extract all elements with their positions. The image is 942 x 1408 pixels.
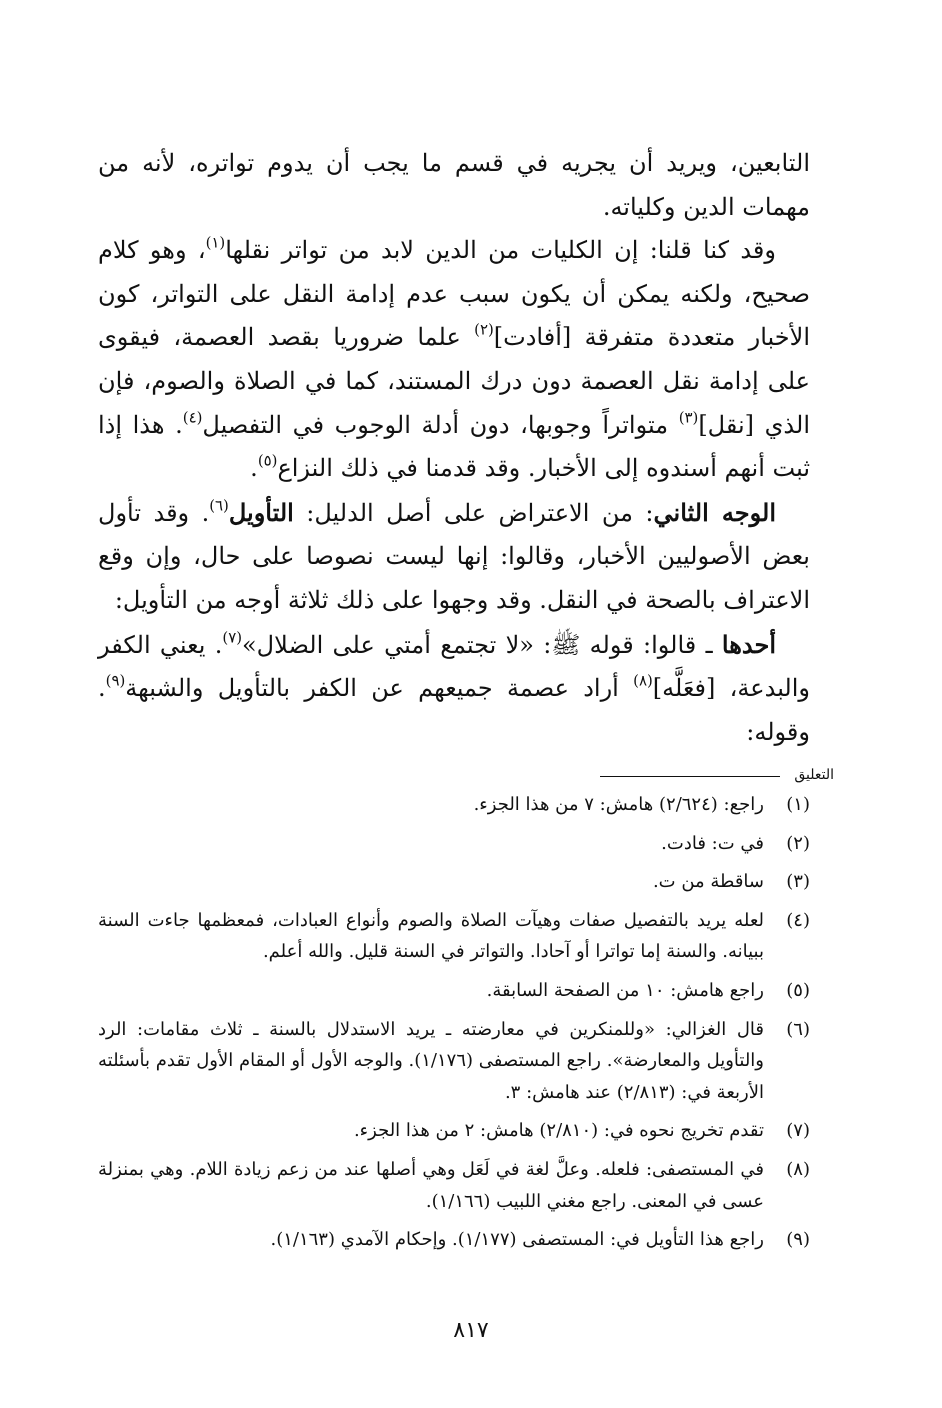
text-run: متواتراً وجوبها، دون أدلة الوجوب في التفصيل [202, 410, 679, 439]
footnote-marker-1[interactable]: (١) [205, 233, 226, 252]
footnote-text: راجع: (٢/٦٢٤) هامش: ٧ من هذا الجزء. [473, 794, 764, 815]
footnote-marker-6[interactable]: (٦) [209, 496, 229, 515]
main-text [98, 142, 810, 754]
footnote-6 [98, 1014, 810, 1109]
footnotes-label: التعليق [794, 767, 834, 783]
footnote-number: (٣) [786, 871, 810, 893]
footnote-1 [98, 789, 810, 821]
footnote-text: قال الغزالي: «وللمنكرين في معارضته ـ يريد الاستدلال بالسنة ـ ثلاث مقامات: الرد والتأويل والمعارضة». راجع المستصفى (١/١٧٦). والوجه الأول أو المقام الأول تقدم بأسئلته الأربعة في: (٢/٨١٣) عند هامش: ٣. [98, 1018, 764, 1103]
footnote-marker-4[interactable]: (٤) [182, 408, 203, 427]
footnotes-divider [600, 776, 780, 777]
footnote-marker-2[interactable]: (٢) [474, 320, 494, 339]
footnotes-list [98, 789, 810, 1263]
footnote-number: (٢) [786, 832, 810, 854]
footnote-text: في ت: فادت. [661, 832, 764, 854]
footnote-2 [98, 828, 810, 860]
footnote-5 [98, 975, 810, 1007]
footnote-marker-7[interactable]: (٧) [222, 628, 242, 647]
text-run: . يعني الكفر والبدعة، [فعَلَّه] [98, 630, 811, 703]
footnote-number: (٨) [786, 1158, 810, 1180]
text-run: ، وهو كلام صحيح، ولكنه يمكن أن يكون سبب عدم إدامة النقل على التواتر، كون الأخبار متعددة متفرقة [أفادت] [98, 236, 810, 352]
footnote-number: (٩) [786, 1229, 810, 1251]
footnote-number: (٥) [786, 979, 810, 1001]
footnote-number: (١) [786, 794, 810, 815]
section-heading-second-aspect: الوجه الثاني [653, 497, 777, 527]
footnote-text: في المستصفى: فلعله. وعلَّ لغة في لَعَل وهي أصلها عند من زعم زيادة اللام. وهي بمنزلة عسى في المعنى. راجع مغني اللبيب (١/١٦٦). [98, 1158, 764, 1212]
section-heading-first: أحدها [721, 629, 776, 659]
text-run: ـ قالوا: قوله ﷺ: «لا تجتمع أمتي على الضلال» [242, 630, 722, 659]
text-run: وقد كنا قلنا: إن الكليات من الدين لابد من تواتر نقلها [225, 236, 776, 265]
text-run: علما ضروريا بقصد العصمة، فيقوى على إدامة نقل العصمة دون درك المستند، كما في الصلاة والصوم، فإن الذي [نقل] [98, 323, 810, 439]
text-run: . هذا إذا ثبت أنهم أسندوه إلى الأخبار. وقد قدمنا في ذلك النزاع [98, 410, 810, 483]
footnote-7 [98, 1115, 810, 1147]
paragraph-4 [98, 623, 810, 755]
footnote-number: (٦) [786, 1018, 810, 1040]
footnote-marker-8[interactable]: (٨) [633, 671, 653, 690]
page-number: ٨١٧ [453, 1318, 489, 1343]
text-run: . [250, 454, 258, 483]
footnote-text: راجع هذا التأويل في: المستصفى (١/١٧٧). وإحكام الآمدي (١/١٦٣). [270, 1229, 764, 1251]
footnote-text: راجع هامش: ١٠ من الصفحة السابقة. [486, 979, 764, 1001]
text-run: . وقد تأول بعض الأصوليين الأخبار، وقالوا: إنها ليست نصوصا على حال، وإن وقع الاعتراف بالصحة في النقل. وقد وجهوا على ذلك ثلاثة أوجه من التأويل: [98, 498, 810, 614]
footnote-4 [98, 905, 810, 968]
footnote-text: لعله يريد بالتفصيل صفات وهيآت الصلاة والصوم وأنواع العبادات، فمعظمها جاءت السنة ببيانه. والسنة إما تواترا أو آحادا. والتواتر في السنة قليل. والله أعلم. [98, 909, 764, 963]
paragraph-1-text: التابعين، ويريد أن يجريه في قسم ما يجب أن يدوم تواتره، لأنه من مهمات الدين وكلياته. [98, 149, 810, 221]
footnote-marker-5[interactable]: (٥) [257, 451, 278, 470]
text-run: أراد عصمة جميعهم عن الكفر بالتأويل والشبهة [125, 674, 634, 703]
paragraph-3 [98, 491, 810, 623]
footnote-3 [98, 866, 810, 898]
footnote-text: ساقطة من ت. [652, 871, 764, 893]
text-run: . وقوله: [98, 674, 810, 746]
footnote-marker-9[interactable]: (٩) [105, 671, 126, 690]
footnote-marker-3[interactable]: (٣) [678, 408, 699, 427]
footnote-8 [98, 1154, 810, 1217]
footnote-text: تقدم تخريج نحوه في: (٢/٨١٠) هامش: ٢ من هذا الجزء. [353, 1120, 764, 1142]
term-tawil: التأويل [228, 497, 294, 527]
footnote-9 [98, 1224, 810, 1256]
footnote-number: (٤) [786, 909, 810, 931]
text-run: : من الاعتراض على أصل الدليل: [293, 498, 654, 527]
paragraph-1 [98, 142, 810, 229]
paragraph-2 [98, 229, 810, 491]
footnote-number: (٧) [786, 1120, 810, 1142]
footnotes-header [98, 766, 834, 786]
